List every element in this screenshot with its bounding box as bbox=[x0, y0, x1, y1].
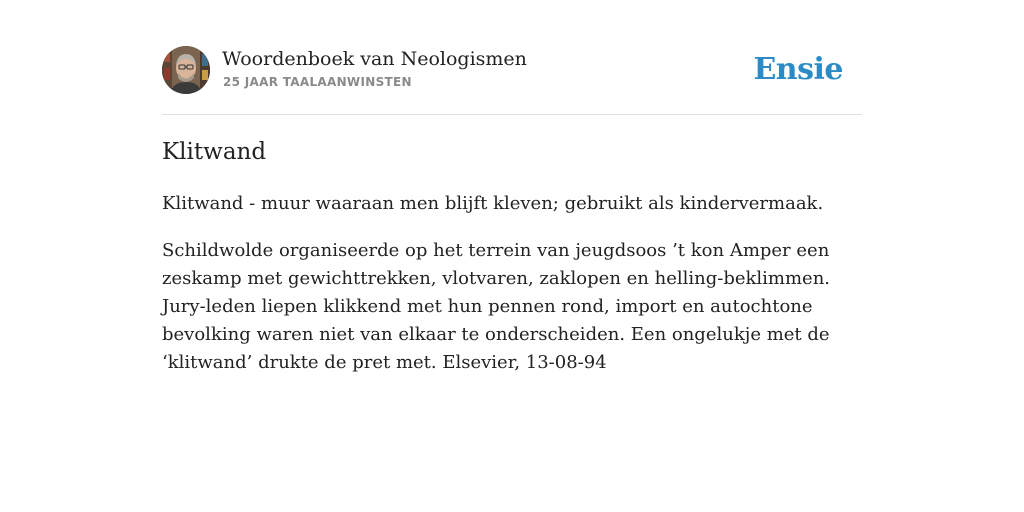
author-portrait-icon bbox=[162, 46, 210, 94]
site-title[interactable]: Woordenboek van Neologismen bbox=[222, 48, 527, 70]
author-avatar[interactable] bbox=[162, 46, 210, 94]
site-header bbox=[162, 46, 862, 115]
site-subtitle: 25 JAAR TAALAANWINSTEN bbox=[223, 75, 412, 89]
entry-title: Klitwand bbox=[162, 139, 267, 165]
entry-definition: Klitwand - muur waaraan men blijft kleven; gebruikt als kindervermaak. bbox=[162, 193, 824, 214]
entry-quote: Schildwolde organiseerde op het terrein van jeugdsoos ’t kon Amper een zeskamp met gewichttrekken, vlotvaren, zaklopen en helling-beklimmen. Jury-leden liepen klikkend met hun pennen rond, import en autochtone bevolking waren niet van elkaar te onderscheiden. Een ongelukje met de ‘klitwand’ drukte de pret met. Elsevier, 13-08-94 bbox=[162, 240, 831, 373]
entry-card bbox=[162, 46, 862, 373]
ensie-logo-link[interactable]: Ensie bbox=[753, 52, 843, 87]
